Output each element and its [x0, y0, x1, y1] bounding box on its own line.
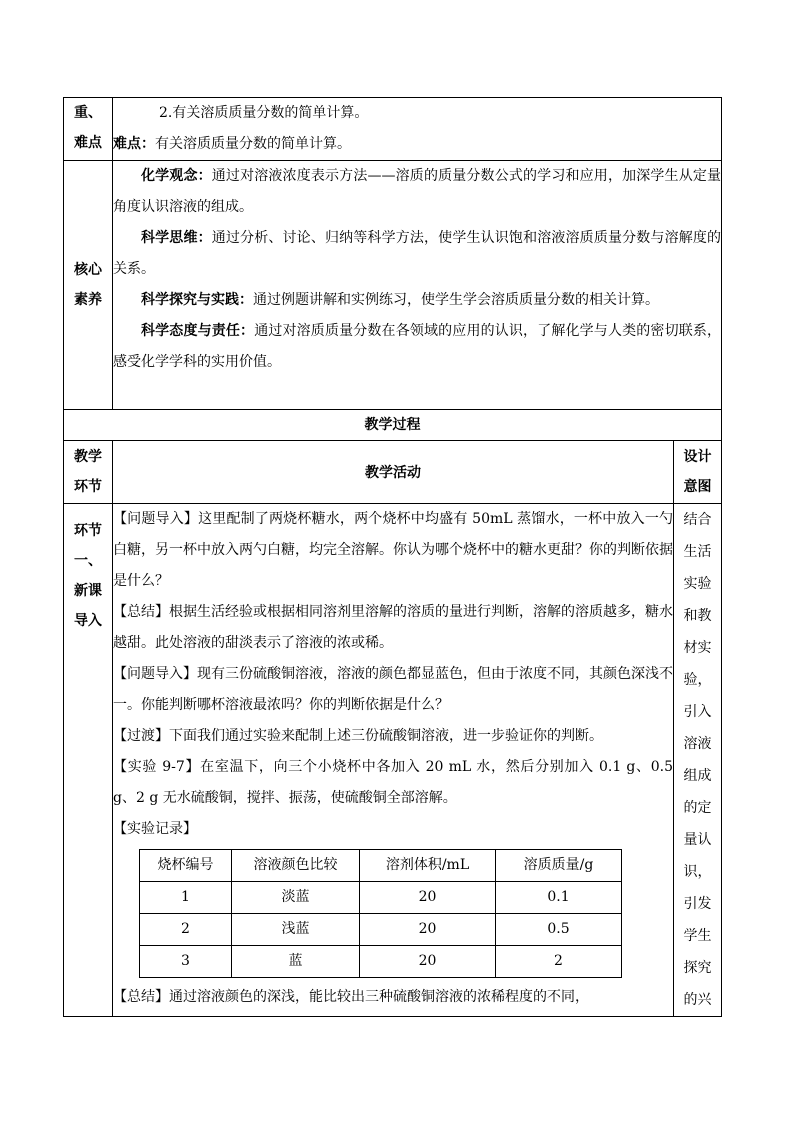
stage1-row	[64, 504, 722, 1017]
label-line: 难点	[74, 135, 102, 151]
design-line: 识，	[683, 864, 712, 880]
process-title: 教学过程	[64, 410, 722, 441]
table-cell: 2	[496, 946, 622, 978]
core-item-text: 通过对溶液浓度表示方法——溶质的质量分数公式的学习和应用，加深学生从定量角度认识溶液的组成。	[113, 168, 722, 215]
stage-header	[64, 441, 113, 504]
design-header	[674, 441, 722, 504]
core-item-title: 化学观念：	[141, 168, 212, 184]
activity-header: 教学活动	[113, 441, 674, 504]
core-literacy-row	[64, 161, 722, 410]
paragraph-text: 这里配制了两烧杯糖水，两个烧杯中均盛有 50mL 蒸馏水，一杯中放入一勺白糖，另一杯中放入两勺白糖，均完全溶解。你认为哪个烧杯中的糖水更甜？你的判断依据是什么？	[113, 511, 673, 589]
core-item-attitude	[113, 316, 721, 378]
table-header-cell: 烧杯编号	[140, 850, 232, 882]
paragraph-tag: 【问题导入】	[113, 666, 197, 682]
label-line: 教学	[74, 449, 102, 465]
stage1-label	[64, 504, 113, 1017]
design-line: 结合	[683, 512, 712, 528]
label-line: 意图	[683, 479, 712, 495]
stage1-activity	[113, 504, 674, 1017]
design-line: 材实	[683, 640, 712, 656]
paragraph-text: 根据生活经验或根据相同溶剂里溶解的溶质的量进行判断，溶解的溶质越多，糖水越甜。此处溶液的甜淡表示了溶液的浓或稀。	[113, 604, 673, 651]
table-cell: 淡蓝	[232, 882, 360, 914]
table-row	[140, 946, 622, 978]
table-header-row	[140, 850, 622, 882]
design-line: 的定	[683, 800, 712, 816]
label-line: 一、	[74, 553, 102, 569]
label-line: 设计	[683, 449, 712, 465]
core-item-text: 通过分析、讨论、归纳等科学方法，使学生认识饱和溶液溶质质量分数与溶解度的关系。	[113, 230, 722, 277]
paragraph-tag: 【问题导入】	[113, 511, 199, 527]
design-line: 的兴	[683, 992, 712, 1008]
table-row	[140, 882, 622, 914]
table-cell: 20	[360, 882, 496, 914]
core-item-title: 科学态度与责任：	[141, 323, 255, 339]
experiment-record-table	[139, 849, 622, 978]
paragraph-tag: 【总结】	[113, 989, 169, 1005]
key-difficulty-content	[113, 98, 722, 161]
paragraph-text: 下面我们通过实验来配制上述三份硫酸铜溶液，进一步验证你的判断。	[169, 728, 603, 744]
activity-paragraph	[113, 721, 673, 752]
key-point-line: 2.有关溶质质量分数的简单计算。	[159, 105, 369, 121]
table-header-cell: 溶质质量/g	[496, 850, 622, 882]
activity-paragraph	[113, 752, 673, 814]
record-label: 【实验记录】	[113, 821, 197, 837]
label-line: 核心	[74, 262, 102, 278]
paragraph-tag: 【总结】	[113, 604, 169, 620]
design-line: 引发	[683, 896, 712, 912]
design-line: 组成	[683, 768, 712, 784]
label-line: 新课	[74, 583, 102, 599]
paragraph-text: 在室温下，向三个小烧杯中各加入 20 mL 水，然后分别加入 0.1 g、0.5 g、2 g 无水硫酸铜，搅拌、振荡，使硫酸铜全部溶解。	[113, 759, 673, 806]
table-cell: 浅蓝	[232, 914, 360, 946]
stage1-design-intent	[674, 504, 722, 1017]
design-line: 引入	[683, 704, 712, 720]
label-line: 环节	[74, 523, 102, 539]
activity-paragraph	[113, 659, 673, 721]
paragraph-tag: 【实验 9-7】	[113, 759, 201, 775]
activity-paragraph	[113, 597, 673, 659]
design-line: 学生	[683, 928, 712, 944]
table-cell: 20	[360, 914, 496, 946]
summary-paragraph	[113, 982, 673, 1013]
difficulty-line	[113, 129, 721, 160]
design-line: 实验	[683, 576, 712, 592]
design-line: 生活	[683, 544, 712, 560]
table-row	[140, 914, 622, 946]
design-line: 溶液	[683, 736, 712, 752]
lesson-plan-table	[63, 97, 722, 1017]
label-line: 素养	[74, 292, 102, 308]
core-item-text: 通过对溶质质量分数在各领域的应用的认识，了解化学与人类的密切联系，感受化学学科的实用价值。	[113, 323, 722, 370]
paragraph-text: 现有三份硫酸铜溶液，溶液的颜色都显蓝色，但由于浓度不同，其颜色深浅不一。你能判断哪杯溶液最浓吗？你的判断依据是什么？	[113, 666, 673, 713]
core-item-title: 科学思维：	[141, 230, 212, 246]
table-cell: 2	[140, 914, 232, 946]
label-line: 重、	[74, 105, 102, 121]
core-item-inquiry	[113, 285, 721, 316]
key-difficulty-label	[64, 98, 113, 161]
design-line: 和教	[683, 608, 712, 624]
table-cell: 3	[140, 946, 232, 978]
core-item-text: 通过例题讲解和实例练习，使学生学会溶质质量分数的相关计算。	[253, 292, 659, 308]
label-line: 导入	[74, 613, 102, 629]
table-cell: 1	[140, 882, 232, 914]
label-line: 环节	[74, 479, 102, 495]
table-cell: 0.1	[496, 882, 622, 914]
core-literacy-content	[113, 161, 722, 410]
paragraph-tag: 【过渡】	[113, 728, 169, 744]
table-cell: 蓝	[232, 946, 360, 978]
table-header-cell: 溶剂体积/mL	[360, 850, 496, 882]
table-cell: 20	[360, 946, 496, 978]
core-literacy-label	[64, 161, 113, 410]
table-cell: 0.5	[496, 914, 622, 946]
design-line: 探究	[683, 960, 712, 976]
design-line: 量认	[683, 832, 712, 848]
core-item-chemistry	[113, 161, 721, 223]
paragraph-text: 通过溶液颜色的深浅，能比较出三种硫酸铜溶液的浓稀程度的不同，	[169, 989, 589, 1005]
core-item-title: 科学探究与实践：	[141, 292, 253, 308]
difficulty-text: 有关溶质质量分数的简单计算。	[155, 136, 351, 152]
difficulty-label: 难点：	[113, 136, 155, 152]
design-line: 验，	[683, 672, 712, 688]
key-difficulty-row	[64, 98, 722, 161]
column-header-row	[64, 441, 722, 504]
core-item-thinking	[113, 223, 721, 285]
activity-paragraph	[113, 504, 673, 597]
process-title-row	[64, 410, 722, 441]
table-header-cell: 溶液颜色比较	[232, 850, 360, 882]
